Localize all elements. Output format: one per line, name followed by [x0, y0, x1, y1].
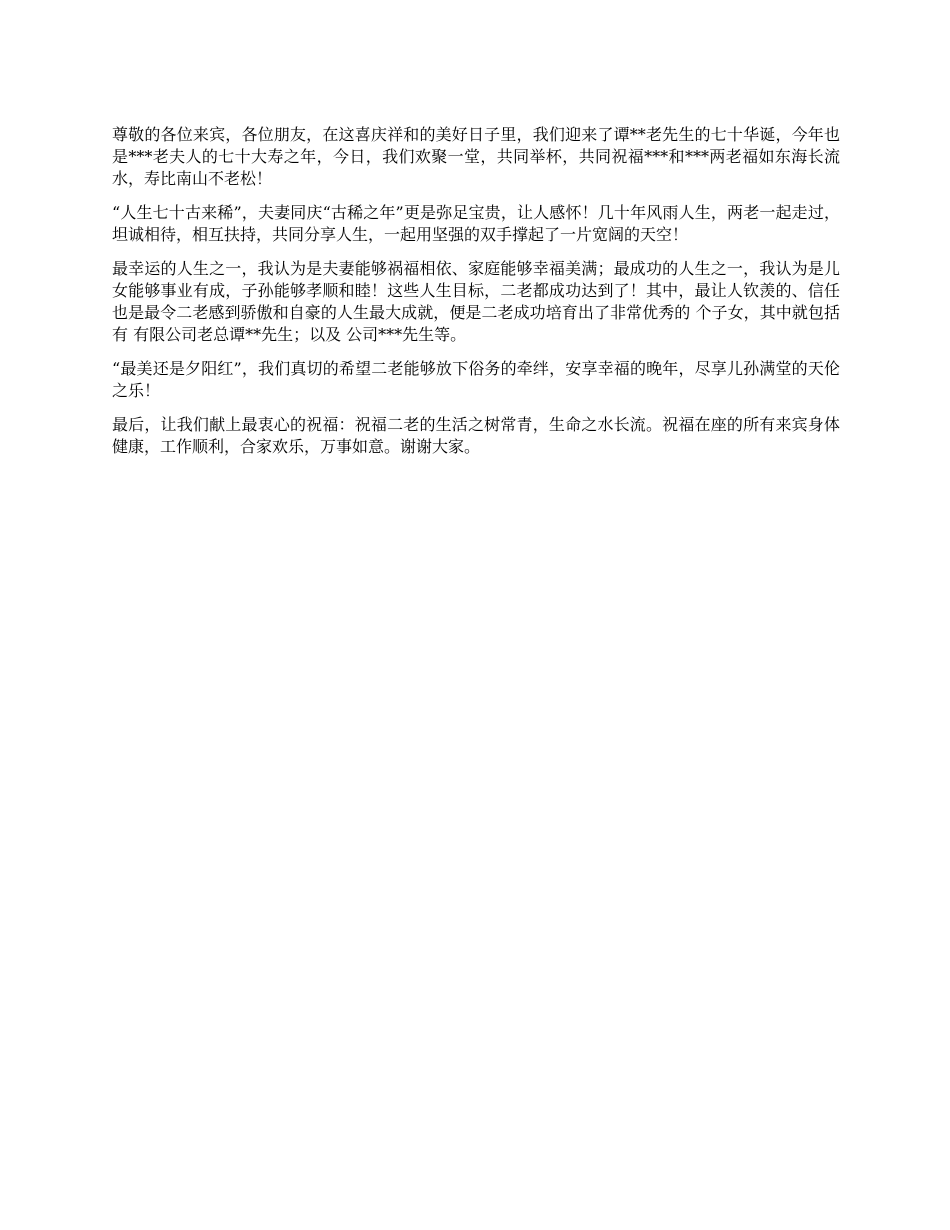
- document-page: [112, 124, 840, 470]
- paragraph-seventy-years: “人生七十古来稀”，夫妻同庆“古稀之年”更是弥足宝贵，让人感怀！几十年风雨人生，两老一起走过，坦诚相待，相互扶持，共同分享人生，一起用坚强的双手撑起了一片宽阔的天空！: [112, 203, 840, 244]
- paragraph-closing: 最后，让我们献上最衷心的祝福：祝福二老的生活之树常青，生命之水长流。祝福在座的所有来宾身体健康，工作顺利，合家欢乐，万事如意。谢谢大家。: [112, 415, 840, 456]
- paragraph-sunset: “最美还是夕阳红”，我们真切的希望二老能够放下俗务的牵绊，安享幸福的晚年，尽享儿孙满堂的天伦之乐！: [112, 359, 840, 400]
- paragraph-success: 最幸运的人生之一，我认为是夫妻能够祸福相依、家庭能够幸福美满；最成功的人生之一，我认为是儿女能够事业有成，子孙能够孝顺和睦！这些人生目标，二老都成功达到了！其中，最让人钦羡的、信任也是最令二老感到骄傲和自豪的人生最大成就，便是二老成功培育出了非常优秀的 个子女，其中就包括有 有限公司老总谭**先生；以及 公司***先生等。: [112, 259, 840, 344]
- paragraph-opening: 尊敬的各位来宾，各位朋友，在这喜庆祥和的美好日子里，我们迎来了谭**老先生的七十华诞，今年也是***老夫人的七十大寿之年，今日，我们欢聚一堂，共同举杯，共同祝福***和***两老福如东海长流水，寿比南山不老松！: [112, 125, 840, 188]
